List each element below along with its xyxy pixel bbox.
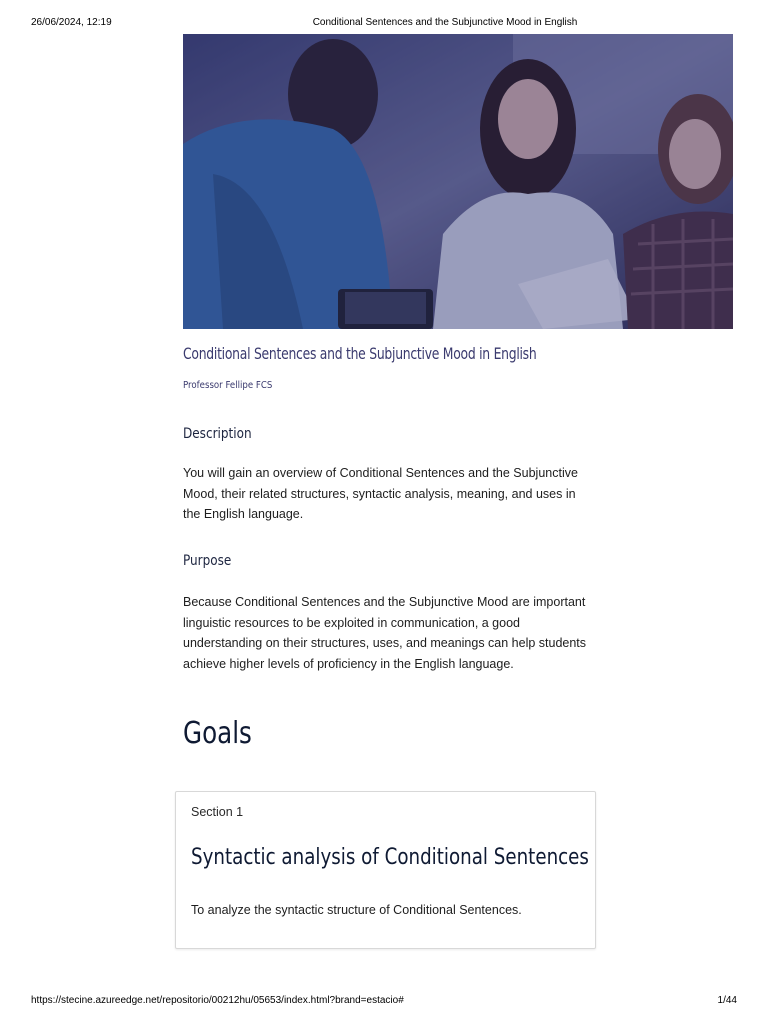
print-title: Conditional Sentences and the Subjunctive Mood in English [312, 17, 578, 28]
author-name: Professor Fellipe FCS [183, 380, 273, 391]
document-title: Conditional Sentences and the Subjunctive Mood in English [183, 344, 537, 363]
goals-heading: Goals [183, 716, 252, 751]
print-url: https://stecine.azureedge.net/repositorio/00212hu/05653/index.html?brand=estacio# [31, 995, 404, 1006]
print-header [0, 17, 768, 31]
goal-card[interactable] [175, 791, 596, 949]
print-date: 26/06/2024, 12:19 [31, 17, 112, 28]
description-text: You will gain an overview of Conditional Sentences and the Subjunctive Mood, their related structures, syntactic analysis, meaning, and uses in the English language. [183, 466, 578, 521]
purpose-text: Because Conditional Sentences and the Subjunctive Mood are important linguistic resources to be exploited in communication, a good understanding on their structures, uses, and meanings can help students achieve higher levels of proficiency in the English language. [183, 595, 587, 671]
goal-text: To analyze the syntactic structure of Conditional Sentences. [191, 903, 522, 917]
goal-section-label: Section 1 [191, 805, 244, 819]
goal-title: Syntactic analysis of Conditional Sentences [191, 845, 589, 870]
description-heading: Description [183, 426, 252, 442]
purpose-heading: Purpose [183, 553, 232, 569]
print-footer [0, 995, 768, 1009]
print-page-number: 1/44 [717, 995, 737, 1006]
hero-illustration [183, 34, 733, 329]
hero-image [183, 34, 733, 329]
